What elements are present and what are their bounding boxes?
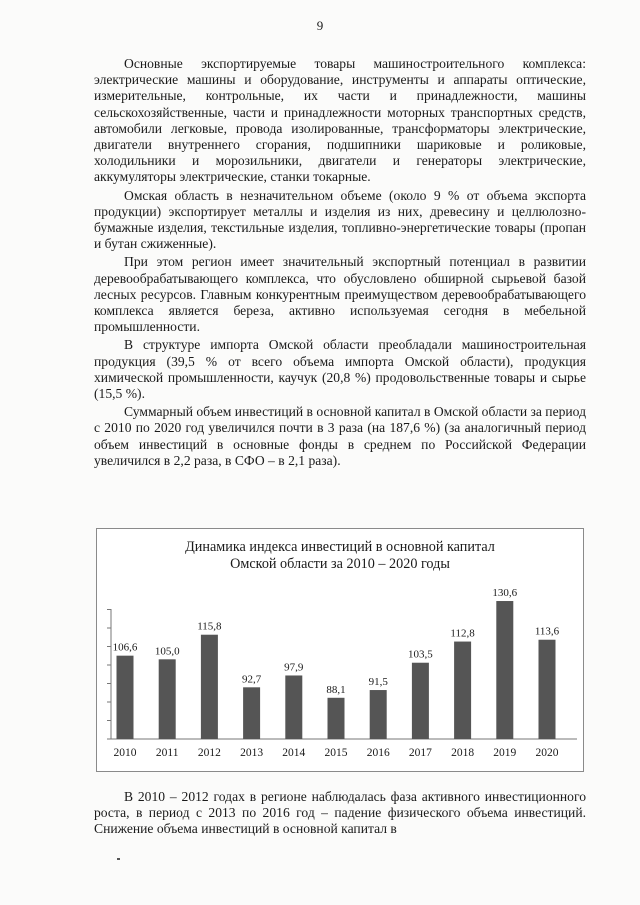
x-tick-label-2011: 2011 [155,747,179,759]
bar-2011 [159,659,176,739]
data-label-2015: 88,1 [326,683,346,696]
bottom-text [94,789,586,838]
data-label-2012: 115,8 [197,620,222,633]
paragraph-export-volume: Омская область в незначительном объеме (около 9 % от объема экспорта продукции) экспортирует металлы и изделия из них, древесину и целлюлозно-бумажные изделия, текстильные изделия, топливно-энергетические товары (пропан и бутан сжиженные). [94,187,586,252]
data-label-2013: 92,7 [241,673,262,686]
page-number: 9 [316,18,324,33]
x-tick-label-2016: 2016 [366,747,390,759]
data-label-2016: 91,5 [368,676,388,689]
bar-2010 [117,656,134,739]
bar-2019 [496,601,513,739]
data-label-2011: 105,0 [154,645,180,658]
bar-2020 [539,640,556,739]
bar-2018 [454,642,471,739]
x-tick-label-2014: 2014 [282,747,306,759]
paragraph-export-goods: Основные экспортируемые товары машиностроительного комплекса: электрические машины и оборудование, инструменты и аппараты оптические, измерительные, контрольные, их части и принадлежности, машины сельскохозяйственные, части и принадлежности моторных транспортных средств, автомобили легковые, провода изолированные, трансформаторы электрические, двигатели внутреннего сгорания, подшипники шариковые и роликовые, холодильники и морозильники, двигатели и генераторы электрические, аккумуляторы электрические, станки токарные. [94,56,586,185]
x-tick-label-2020: 2020 [535,747,559,759]
chart-title-line-1: Динамика индекса инвестиций в основной капитал [185,539,495,555]
bar-2015 [328,698,345,739]
paragraph-investment-total: Суммарный объем инвестиций в основной капитал в Омской области за период с 2010 по 2020 год увеличился почти в 3 раза (на 187,6 %) (за аналогичный период объем инвестиций в основные фонды в среднем по Российской Федерации увеличился в 2,2 раза, в СФО – в 2,1 раза). [94,404,587,468]
bar-2014 [285,675,302,739]
x-tick-label-2013: 2013 [240,747,264,759]
x-tick-label-2019: 2019 [493,747,517,759]
data-label-2014: 97,9 [284,661,304,674]
paragraph-wood-potential: При этом регион имеет значительный экспортный потенциал в развитии деревообрабатывающего комплекса, что обусловлено обширной сырьевой базой лесных ресурсов. Главным конкурентным преимуществом деревообрабатывающего комплекса является береза, активно используемая сегодня в мебельной промышленности. [94,254,586,335]
data-label-2020: 113,6 [534,625,560,638]
investment-chart [96,528,584,772]
bar-2013 [243,687,260,739]
paragraph-investment-phases: В 2010 – 2012 годах в регионе наблюдалась фаза активного инвестиционного роста, в период с 2013 по 2016 год – падение физического объема инвестиций. Снижение объема инвестиций в основной капитал в [94,789,586,837]
x-tick-label-2018: 2018 [451,747,475,759]
body-text [94,56,586,471]
x-tick-label-2010: 2010 [113,747,137,759]
x-tick-label-2012: 2012 [197,747,221,759]
data-label-2010: 106,6 [112,641,138,654]
x-tick-label-2015: 2015 [324,747,348,759]
bar-2017 [412,663,429,739]
x-tick-label-2017: 2017 [408,747,432,759]
data-label-2019: 130,6 [492,587,518,600]
bar-2012 [201,635,218,739]
chart-title-line-2: Омской области за 2010 – 2020 годы [230,556,450,572]
scan-mark [117,858,120,860]
data-label-2018: 112,8 [450,627,475,640]
data-label-2017: 103,5 [408,648,433,661]
paragraph-import-structure: В структуре импорта Омской области преобладали машиностроительная продукция (39,5 % от всего объема импорта Омской области), продукция химической промышленности, каучук (20,8 %) продовольственные товары и сырье (15,5 %). [94,337,586,402]
chart-plot [97,529,583,771]
bar-2016 [370,690,387,739]
